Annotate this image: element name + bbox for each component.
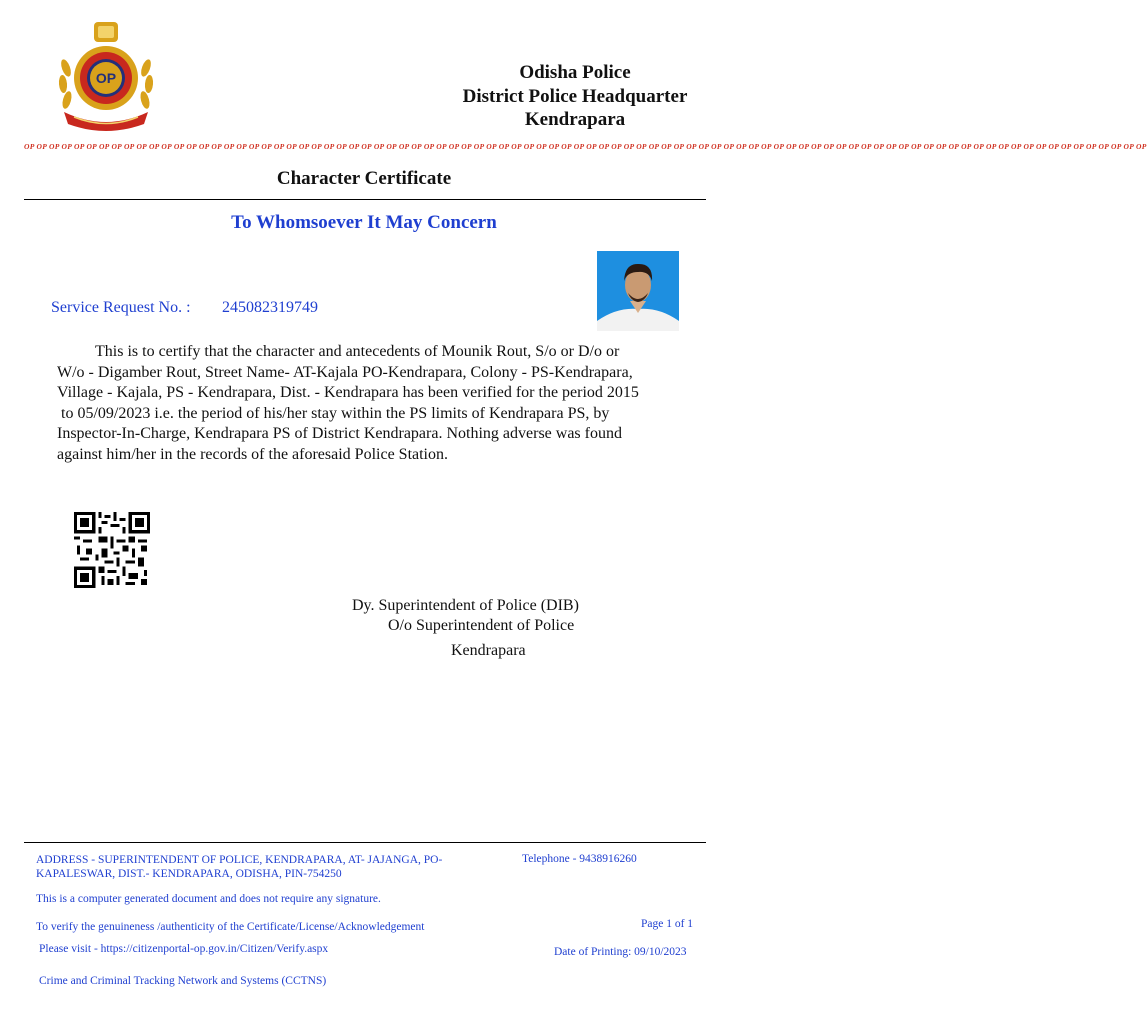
- title-divider: [24, 199, 706, 200]
- footer-computer-generated-note: This is a computer generated document and does not require any signature.: [36, 893, 381, 905]
- footer-printing-date: Date of Printing: 09/10/2023: [554, 946, 687, 958]
- signatory-district: Kendrapara: [451, 642, 526, 659]
- body-line: This is to certify that the character and antecedents of Mounik Rout, S/o or D/o or: [95, 343, 620, 360]
- service-request-number: 245082319749: [222, 299, 318, 316]
- applicant-photo: [597, 251, 679, 331]
- signatory-office: O/o Superintendent of Police: [388, 617, 575, 634]
- svg-text:OP: OP: [95, 70, 117, 86]
- footer-cctns: Crime and Criminal Tracking Network and Systems (CCTNS): [39, 975, 327, 987]
- page-title: Character Certificate: [276, 168, 452, 189]
- concern-heading: To Whomsoever It May Concern: [231, 212, 497, 233]
- odisha-police-emblem-icon: [52, 20, 160, 132]
- service-request-label: Service Request No. :: [51, 299, 191, 316]
- body-line: Village - Kajala, PS - Kendrapara, Dist. - Kendrapara has been verified for the period 2015: [57, 384, 639, 401]
- org-name: Odisha Police: [519, 62, 631, 83]
- footer-page-number: Page 1 of 1: [641, 918, 694, 930]
- body-line: Inspector-In-Charge, Kendrapara PS of District Kendrapara. Nothing adverse was found: [57, 425, 622, 442]
- district-name: Kendrapara: [524, 109, 626, 130]
- signatory-designation: Dy. Superintendent of Police (DIB): [352, 597, 579, 614]
- footer-divider: [24, 842, 706, 843]
- certificate-body: [57, 342, 707, 465]
- body-line: against him/her in the records of the aforesaid Police Station.: [57, 445, 448, 463]
- footer-address-line-2: KAPALESWAR, DIST.- KENDRAPARA, ODISHA, PIN-754250: [36, 868, 342, 880]
- verification-qr-code-icon: [74, 512, 150, 588]
- office-name: District Police Headquarter: [462, 86, 688, 107]
- footer-telephone: Telephone - 9438916260: [522, 853, 637, 865]
- body-line: to 05/09/2023 i.e. the period of his/her stay within the PS limits of Kendrapara PS, by: [57, 404, 610, 422]
- body-line: W/o - Digamber Rout, Street Name- AT-Kajala PO-Kendrapara, Colony - PS-Kendrapara,: [57, 363, 633, 381]
- footer-verify-text: To verify the genuineness /authenticity of the Certificate/License/Acknowledgement: [36, 921, 425, 933]
- op-pattern-band: OP OP OP OP OP OP OP OP OP OP OP OP OP OP OP OP OP OP OP OP OP OP OP OP OP OP OP OP OP OP OP OP OP OP OP OP OP OP OP OP OP OP OP OP OP OP OP OP OP OP OP OP OP OP OP OP OP OP OP OP OP OP OP OP OP OP OP OP OP OP OP OP OP OP OP OP OP OP OP OP OP OP OP OP OP OP OP OP OP OP: [24, 142, 1147, 151]
- footer-address-line-1: ADDRESS - SUPERINTENDENT OF POLICE, KENDRAPARA, AT- JAJANGA, PO-: [36, 854, 443, 866]
- footer-verify-url[interactable]: Please visit - https://citizenportal-op.gov.in/Citizen/Verify.aspx: [39, 943, 329, 955]
